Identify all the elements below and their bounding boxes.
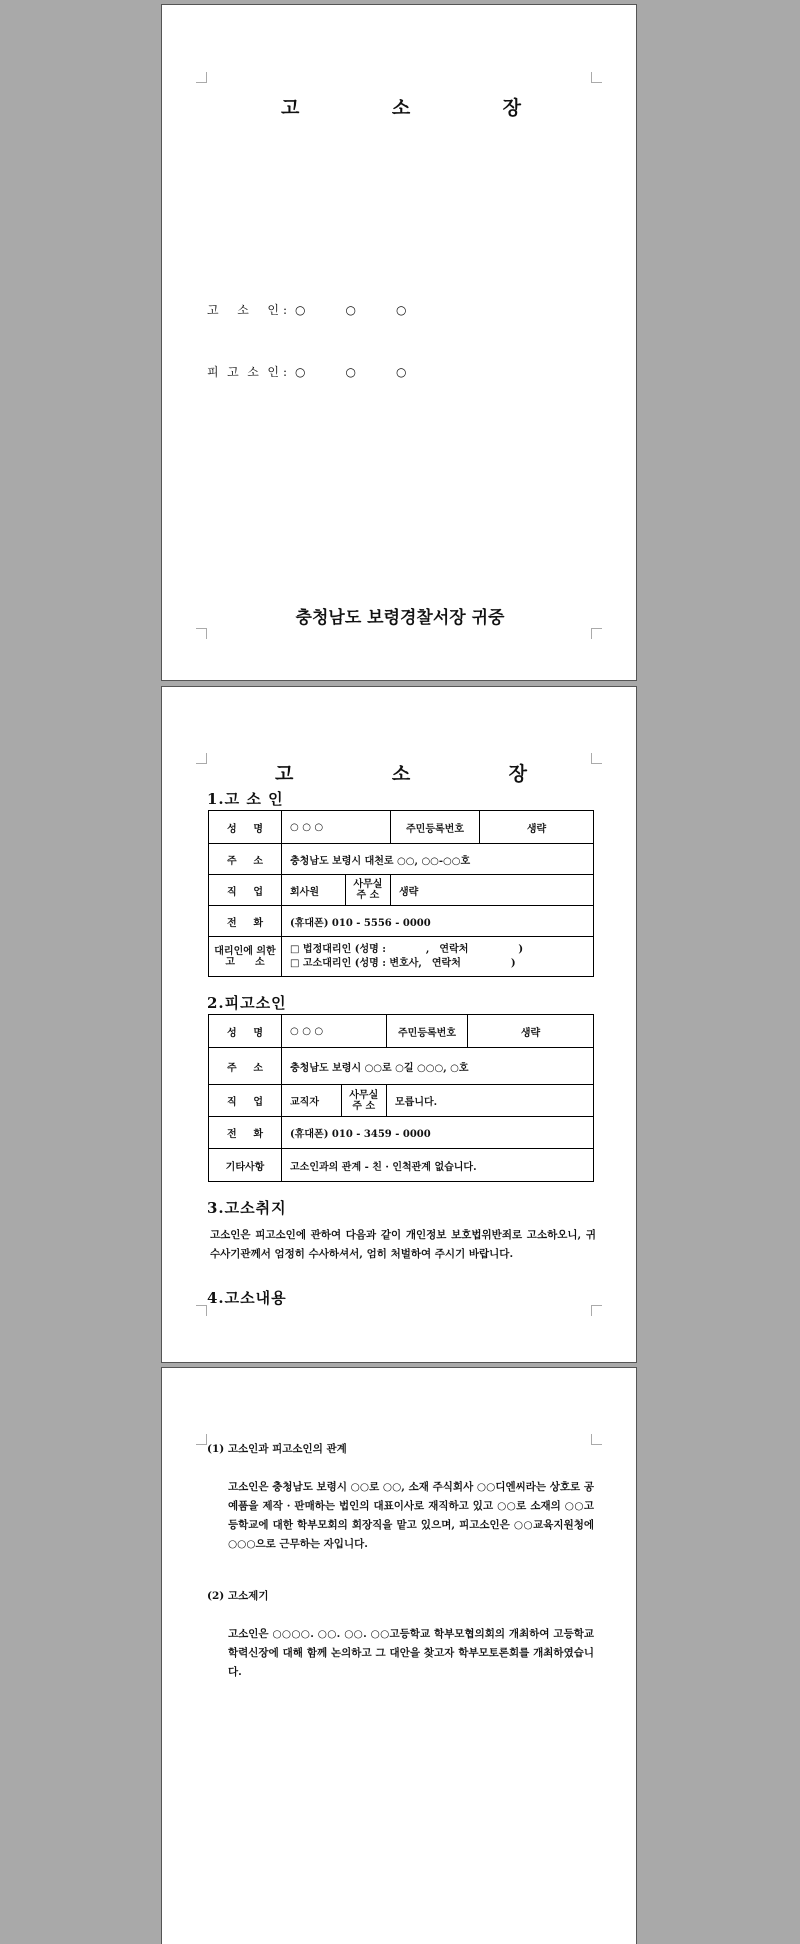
table-row xyxy=(209,844,594,875)
agent-label: 대리인에 의한 고 소 xyxy=(209,937,282,977)
label-char: 인 xyxy=(267,365,279,379)
name-label: 성 명 xyxy=(209,811,282,844)
crop-mark xyxy=(196,1305,207,1316)
rrn-label: 주민등록번호 xyxy=(391,811,480,844)
job-label: 직 업 xyxy=(209,1085,282,1117)
office-label: 사무실 주 소 xyxy=(341,1085,387,1117)
crop-mark xyxy=(591,628,602,639)
crop-mark xyxy=(591,1305,602,1316)
subsection-heading-relationship: (1) 고소인과 피고소인의 관계 xyxy=(207,1443,347,1455)
label-char: 피 xyxy=(207,365,219,379)
document-title xyxy=(281,93,521,120)
name-value: ○ ○ ○ xyxy=(282,1015,387,1048)
phone-value: (휴대폰) 010 - 3459 - 0000 xyxy=(282,1117,594,1149)
complaint-agent-checkbox-line[interactable]: □ 고소대리인 (성명 : 변호사, 연락처 ) xyxy=(290,957,516,969)
etc-value: 고소인과의 관계 - 친 · 인척관계 없습니다. xyxy=(282,1149,594,1182)
name-label: 성 명 xyxy=(209,1015,282,1048)
label-char: 소 xyxy=(247,365,259,379)
office-value: 생략 xyxy=(391,875,594,906)
agent-value xyxy=(282,937,594,977)
section-heading-purpose: 3.고소취지 xyxy=(207,1199,287,1217)
label-char: 고 xyxy=(227,365,239,379)
purpose-paragraph: 고소인은 피고소인에 관하여 다음과 같이 개인정보 보호법위반죄로 고소하오니, 귀 수사기관께서 엄정히 수사하셔서, 엄히 처벌하여 주시기 바랍니다. xyxy=(210,1229,596,1260)
name-char: ○ xyxy=(295,364,306,379)
section-heading-complainant: 1.고 소 인 xyxy=(207,790,284,808)
title-char: 소 xyxy=(391,763,411,785)
table-row xyxy=(209,1015,594,1048)
table-row xyxy=(209,811,594,844)
address-label: 주 소 xyxy=(209,844,282,875)
phone-value: (휴대폰) 010 - 5556 - 0000 xyxy=(282,906,594,937)
accused-name xyxy=(295,365,406,379)
label-char: 인 xyxy=(267,303,279,317)
name-char: ○ xyxy=(396,364,407,379)
complainant-line xyxy=(207,301,407,318)
document-title xyxy=(275,759,527,786)
crop-mark xyxy=(591,72,602,83)
title-char: 장 xyxy=(508,763,527,785)
filing-paragraph: 고소인은 ○○○○. ○○. ○○. ○○고등학교 학부모협의회의 개최하여 고등학교 학력신장에 대해 함께 논의하고 그 대안을 찾고자 학부모토론회를 개최하였습니다. xyxy=(228,1628,594,1678)
phone-label: 전 화 xyxy=(209,906,282,937)
crop-mark xyxy=(591,753,602,764)
rrn-value: 생략 xyxy=(480,811,594,844)
crop-mark xyxy=(196,753,207,764)
title-char: 장 xyxy=(502,97,521,119)
table-row xyxy=(209,1149,594,1182)
accused-line xyxy=(207,363,407,380)
name-char: ○ xyxy=(345,302,357,317)
colon: : xyxy=(283,302,288,317)
section-heading-accused: 2.피고소인 xyxy=(207,994,287,1012)
office-value: 모릅니다. xyxy=(387,1085,594,1117)
relationship-paragraph: 고소인은 충청남도 보령시 ○○로 ○○, 소재 주식회사 ○○디엔씨라는 상호로 공예품을 제작 · 판매하는 법인의 대표이사로 재직하고 있고 ○○로 소재의 ○○고등학교에 대한 학부모회의 회장직을 맡고 있으며, 피고소인은 ○○교육지원청에 ○○○으로 근무하는 자입니다. xyxy=(228,1481,594,1550)
name-value: ○ ○ ○ xyxy=(282,811,391,844)
job-value: 교직자 xyxy=(282,1085,342,1117)
address-value: 충청남도 보령시 ○○로 ○길 ○○○, ○호 xyxy=(282,1048,594,1085)
rrn-label: 주민등록번호 xyxy=(387,1015,468,1048)
crop-mark xyxy=(591,1434,602,1445)
table-row xyxy=(209,937,594,977)
rrn-value: 생략 xyxy=(468,1015,594,1048)
table-row xyxy=(209,875,594,906)
title-char: 소 xyxy=(391,97,411,119)
title-char: 고 xyxy=(281,97,300,119)
section-heading-contents: 4.고소내용 xyxy=(207,1289,287,1307)
address-value: 충청남도 보령시 대천로 ○○, ○○-○○호 xyxy=(282,844,594,875)
table-row xyxy=(209,1085,594,1117)
name-char: ○ xyxy=(345,364,357,379)
job-value: 회사원 xyxy=(282,875,346,906)
crop-mark xyxy=(196,72,207,83)
label-char: 고 xyxy=(207,303,219,317)
job-label: 직 업 xyxy=(209,875,282,906)
subsection-heading-filing: (2) 고소제기 xyxy=(207,1590,269,1602)
table-row xyxy=(209,1117,594,1149)
page-2 xyxy=(161,686,637,1363)
colon: : xyxy=(283,364,288,379)
page-1 xyxy=(161,4,637,681)
crop-mark xyxy=(196,628,207,639)
name-char: ○ xyxy=(396,302,407,317)
office-label: 사무실 주 소 xyxy=(345,875,390,906)
accused-table xyxy=(208,1014,594,1182)
complainant-name xyxy=(295,303,406,317)
table-row xyxy=(209,1048,594,1085)
accused-label xyxy=(207,363,279,380)
title-char: 고 xyxy=(275,763,294,785)
legal-agent-checkbox-line[interactable]: □ 법정대리인 (성명 : , 연락처 ) xyxy=(290,943,524,955)
crop-mark xyxy=(196,1434,207,1445)
address-label: 주 소 xyxy=(209,1048,282,1085)
addressee: 충청남도 보령경찰서장 귀중 xyxy=(295,608,505,628)
page-3 xyxy=(161,1367,637,1944)
phone-label: 전 화 xyxy=(209,1117,282,1149)
etc-label: 기타사항 xyxy=(209,1149,282,1182)
complainant-table xyxy=(208,810,594,977)
complainant-label xyxy=(207,301,279,318)
table-row xyxy=(209,906,594,937)
name-char: ○ xyxy=(295,302,306,317)
label-char: 소 xyxy=(237,303,249,317)
